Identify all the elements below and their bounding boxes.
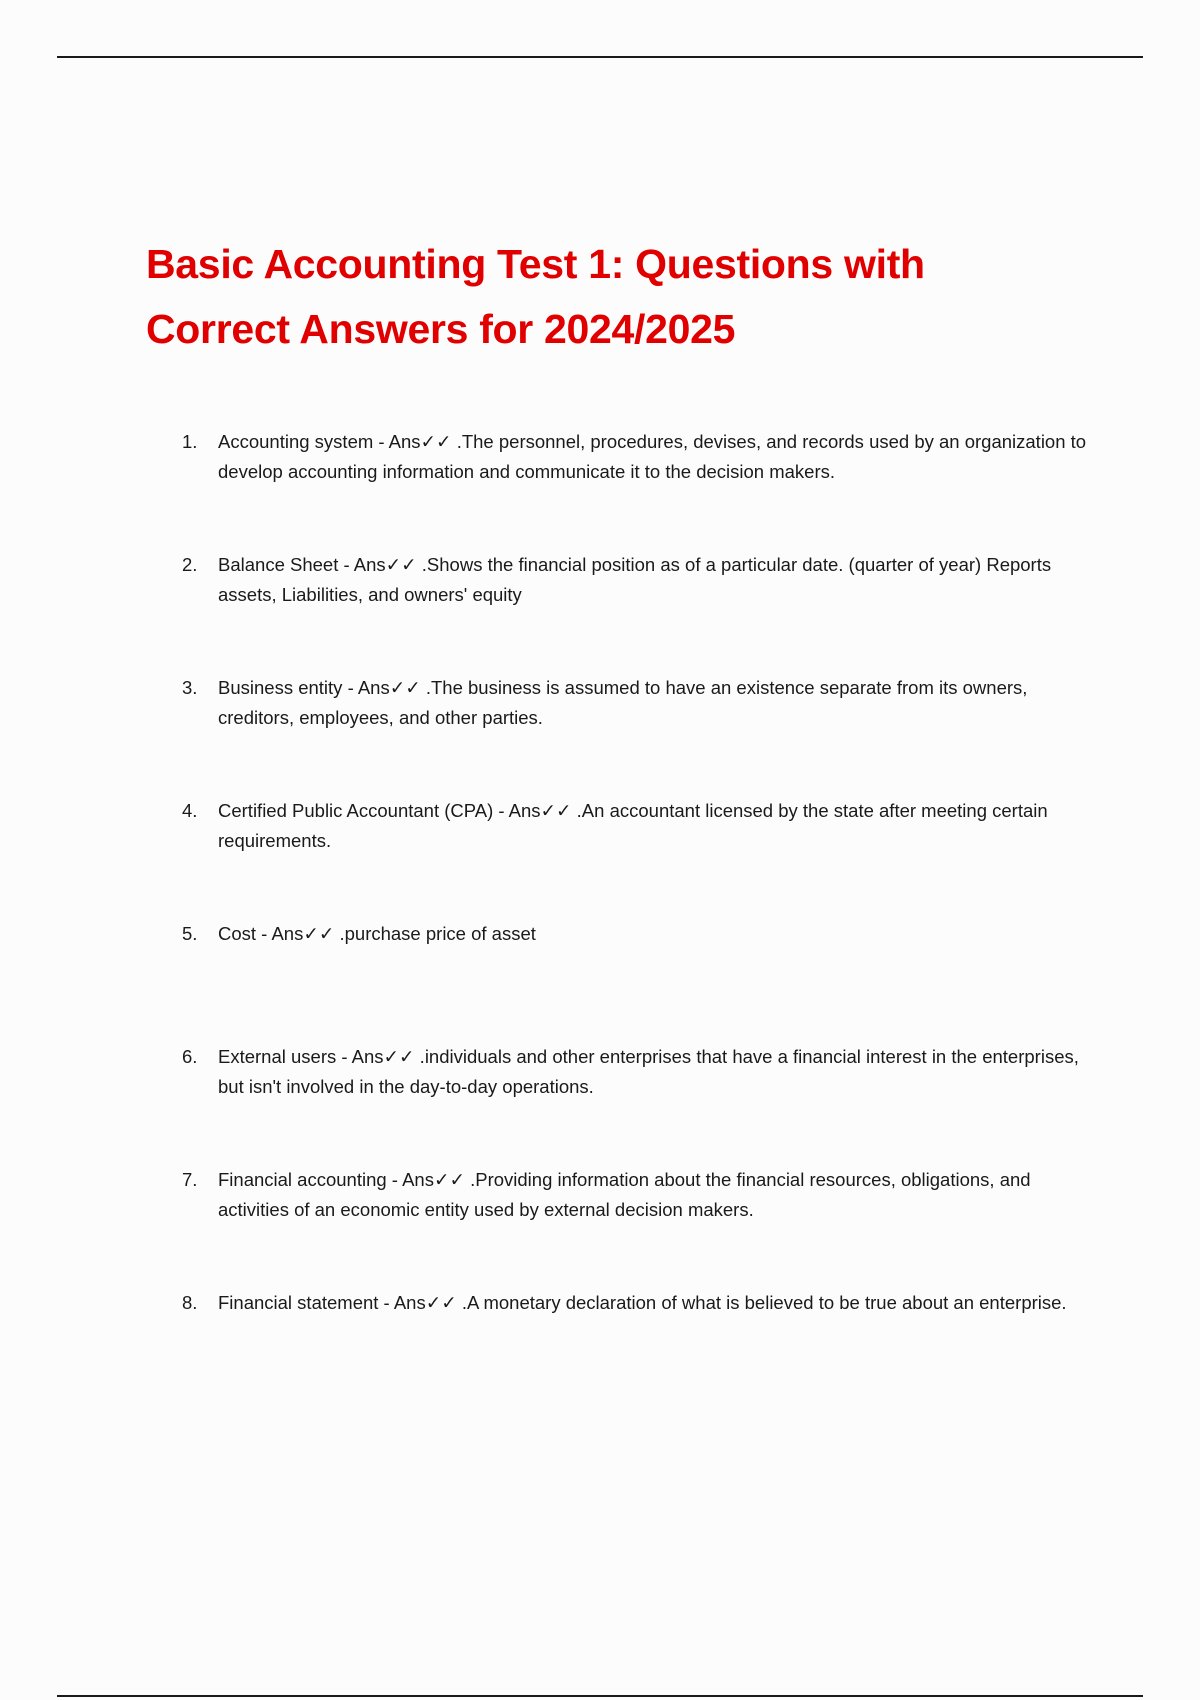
question-number: 8. [182,1292,198,1313]
question-number: 1. [182,431,198,452]
question-text: Financial accounting - Ans✓✓ .Providing information about the financial resources, obligations, and activities of an economic entity used by external decision makers. [218,1169,1031,1220]
question-number: 3. [182,677,198,698]
title-line-1: Basic Accounting Test 1: Questions with [146,241,925,287]
question-number: 6. [182,1046,198,1067]
question-item [146,1288,1096,1411]
question-item [146,796,1096,919]
bottom-rule [57,1695,1143,1697]
question-text: Accounting system - Ans✓✓ .The personnel, procedures, devises, and records used by an organization to develop accounting information and communicate it to the decision makers. [218,431,1087,482]
question-number: 2. [182,554,198,575]
question-number: 4. [182,800,198,821]
question-number: 7. [182,1169,198,1190]
question-item [146,919,1096,1042]
question-item [146,1042,1096,1165]
question-text: Business entity - Ans✓✓ .The business is assumed to have an existence separate from its owners, creditors, employees, and other parties. [218,677,1028,728]
question-text: Financial statement - Ans✓✓ .A monetary declaration of what is believed to be true about an enterprise. [218,1292,1067,1313]
question-item [146,427,1096,550]
question-item [146,550,1096,673]
question-text: Cost - Ans✓✓ .purchase price of asset [218,923,536,944]
question-text: Certified Public Accountant (CPA) - Ans✓✓ .An accountant licensed by the state after meeting certain requirements. [218,800,1048,851]
question-item [146,673,1096,796]
question-list [146,427,1096,1411]
document-title [146,232,1046,362]
question-text: Balance Sheet - Ans✓✓ .Shows the financial position as of a particular date. (quarter of year) Reports assets, Liabilities, and owners' equity [218,554,1052,605]
question-number: 5. [182,923,198,944]
question-item [146,1165,1096,1288]
title-line-2: Correct Answers for 2024/2025 [146,306,736,352]
question-text: External users - Ans✓✓ .individuals and other enterprises that have a financial interest in the enterprises, but isn't involved in the day-to-day operations. [218,1046,1079,1097]
top-rule [57,56,1143,58]
